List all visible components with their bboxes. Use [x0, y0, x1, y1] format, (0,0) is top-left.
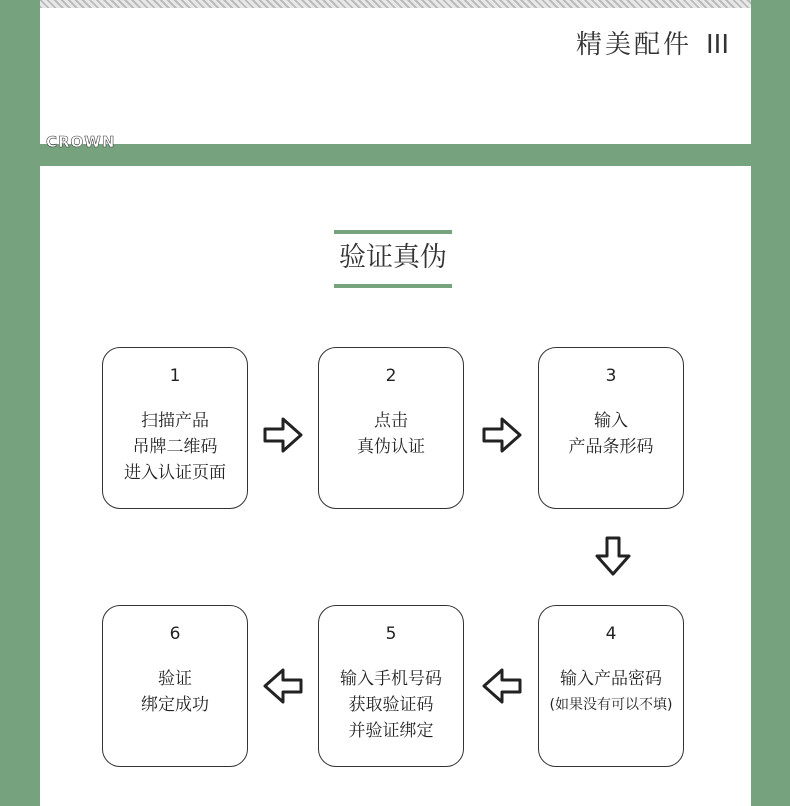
- lace-pattern-strip: [40, 0, 751, 8]
- step-line: 绑定成功: [141, 695, 209, 715]
- arrow-right-icon: [259, 411, 307, 459]
- title-top-rule: [334, 230, 452, 234]
- step-line: 真伪认证: [357, 437, 425, 457]
- accessory-title: [576, 24, 729, 61]
- arrow-right-icon: [478, 411, 526, 459]
- step-6-box: [102, 605, 248, 767]
- step-text: [539, 666, 683, 718]
- step-text: [103, 666, 247, 718]
- arrow-left-icon: [478, 662, 526, 710]
- step-line: 扫描产品: [141, 411, 209, 431]
- step-line: 产品条形码: [568, 437, 654, 457]
- step-4-box: [538, 605, 684, 767]
- step-text: [319, 408, 463, 460]
- section-title-text: 验证真伪: [339, 242, 447, 273]
- step-line: 输入产品密码: [560, 669, 662, 689]
- title-bottom-rule: [334, 284, 452, 288]
- arrow-down-icon: [589, 532, 637, 580]
- step-text: [103, 408, 247, 486]
- step-line: 并验证绑定: [348, 721, 434, 741]
- step-2-box: [318, 347, 464, 509]
- step-note: (如果没有可以不填): [549, 697, 673, 713]
- step-5-box: [318, 605, 464, 767]
- step-line: 吊牌二维码: [132, 437, 218, 457]
- step-line: 输入: [594, 411, 628, 431]
- accessory-title-mark: III: [705, 30, 729, 60]
- step-1-box: [102, 347, 248, 509]
- step-number: 6: [169, 624, 181, 644]
- brand-logo: CROWN: [46, 133, 116, 151]
- top-card: [40, 0, 751, 151]
- step-line: 验证: [158, 669, 192, 689]
- step-text: [539, 408, 683, 460]
- step-text: [319, 666, 463, 744]
- step-line: 进入认证页面: [124, 463, 226, 483]
- step-number: 3: [605, 366, 617, 386]
- step-number: 4: [605, 624, 617, 644]
- step-3-box: [538, 347, 684, 509]
- arrow-left-icon: [259, 662, 307, 710]
- step-number: 1: [169, 366, 181, 386]
- step-number: 5: [385, 624, 397, 644]
- accessory-title-text: 精美配件: [575, 30, 692, 60]
- step-line: 点击: [374, 411, 408, 431]
- step-number: 2: [385, 366, 397, 386]
- step-line: 输入手机号码: [340, 669, 442, 689]
- step-line: 获取验证码: [348, 695, 434, 715]
